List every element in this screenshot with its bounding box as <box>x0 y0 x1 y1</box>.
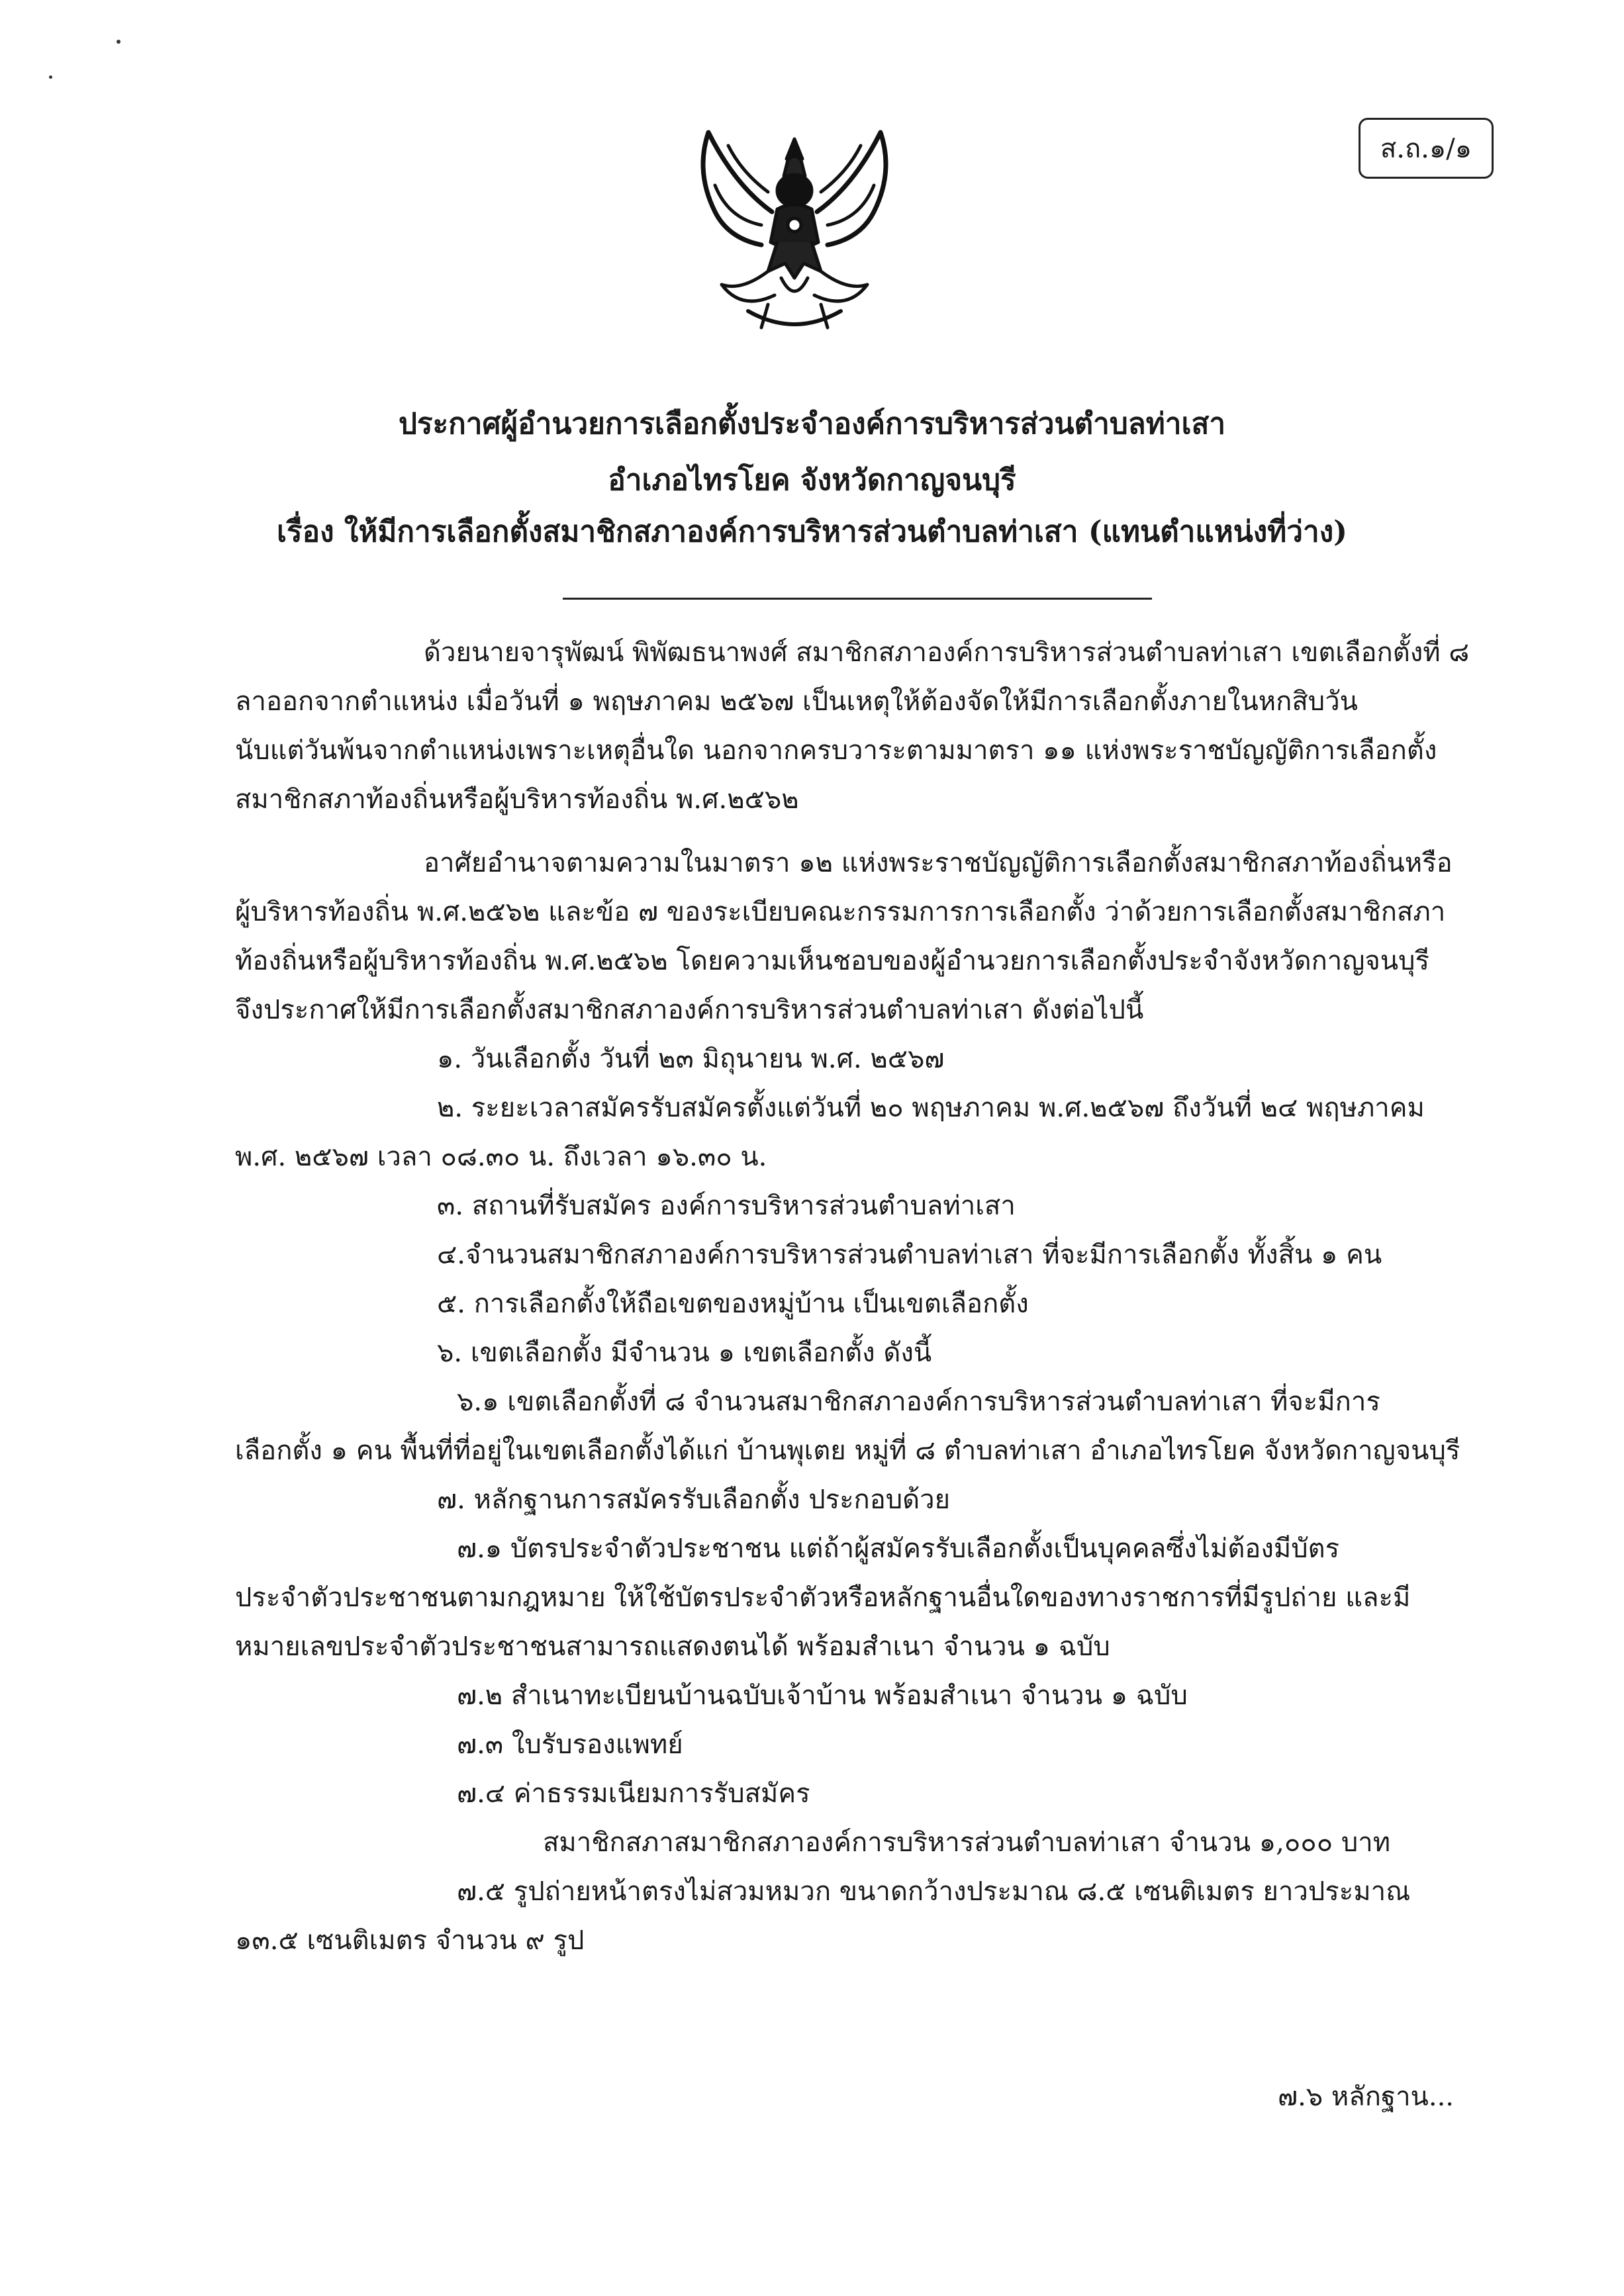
item-constituency-rule: ๕. การเลือกตั้งให้ถือเขตของหมู่บ้าน เป็นเขตเลือกตั้ง <box>437 1289 1029 1319</box>
item-application-period: ๒. ระยะเวลาสมัครรับสมัครตั้งแต่วันที่ ๒๐ พฤษภาคม พ.ศ.๒๕๖๗ ถึงวันที่ ๒๔ พฤษภาคม <box>437 1093 1425 1123</box>
heading-divider <box>563 598 1152 600</box>
item-medical-certificate: ๗.๓ ใบรับรองแพทย์ <box>457 1729 683 1760</box>
para1-line: ลาออกจากตำแหน่ง เมื่อวันที่ ๑ พฤษภาคม ๒๕๖๗ เป็นเหตุให้ต้องจัดให้มีการเลือกตั้งภายในหกสิบวัน <box>235 686 1358 717</box>
item-constituency-8: ๖.๑ เขตเลือกตั้งที่ ๘ จำนวนสมาชิกสภาองค์การบริหารส่วนตำบลท่าเสา ที่จะมีการ <box>457 1387 1380 1417</box>
para2-line: อาศัยอำนาจตามความในมาตรา ๑๒ แห่งพระราชบัญญัติการเลือกตั้งสมาชิกสภาท้องถิ่นหรือ <box>424 848 1453 878</box>
item-photo-cont: ๑๓.๕ เซนติเมตร จำนวน ๙ รูป <box>235 1925 585 1956</box>
item-constituency-count: ๖. เขตเลือกตั้ง มีจำนวน ๑ เขตเลือกตั้ง ดังนี้ <box>437 1338 932 1368</box>
item-fee: ๗.๔ ค่าธรรมเนียมการรับสมัคร <box>457 1778 810 1809</box>
item-id-card-cont: ประจำตัวประชาชนตามกฎหมาย ให้ใช้บัตรประจำตัวหรือหลักฐานอื่นใดของทางราชการที่มีรูปถ่าย และมี <box>235 1583 1411 1613</box>
para1-line: สมาชิกสภาท้องถิ่นหรือผู้บริหารท้องถิ่น พ.ศ.๒๕๖๒ <box>235 784 799 815</box>
para1-line: ด้วยนายจารุพัฒน์ พิพัฒธนาพงศ์ สมาชิกสภาองค์การบริหารส่วนตำบลท่าเสา เขตเลือกตั้งที่ ๘ <box>424 637 1470 668</box>
item-id-card: ๗.๑ บัตรประจำตัวประชาชน แต่ถ้าผู้สมัครรับเลือกตั้งเป็นบุคคลซึ่งไม่ต้องมีบัตร <box>457 1534 1340 1564</box>
item-constituency-8-cont: เลือกตั้ง ๑ คน พื้นที่ที่อยู่ในเขตเลือกตั้งได้แก่ บ้านพุเตย หมู่ที่ ๘ ตำบลท่าเสา อำเภอไทรโยค จังหวัดกาญจนบุรี <box>235 1436 1460 1466</box>
item-photo: ๗.๕ รูปถ่ายหน้าตรงไม่สวมหมวก ขนาดกว้างประมาณ ๘.๕ เซนติเมตร ยาวประมาณ <box>457 1876 1411 1907</box>
item-application-place: ๓. สถานที่รับสมัคร องค์การบริหารส่วนตำบลท่าเสา <box>437 1191 1016 1221</box>
item-member-count: ๔.จำนวนสมาชิกสภาองค์การบริหารส่วนตำบลท่าเสา ที่จะมีการเลือกตั้ง ทั้งสิ้น ๑ คน <box>437 1240 1382 1270</box>
scan-speck <box>49 75 52 79</box>
item-application-period-cont: พ.ศ. ๒๕๖๗ เวลา ๐๘.๓๐ น. ถึงเวลา ๑๖.๓๐ น. <box>235 1142 767 1172</box>
garuda-emblem-icon <box>669 113 920 344</box>
item-fee-amount: สมาชิกสภาสมาชิกสภาองค์การบริหารส่วนตำบลท่าเสา จำนวน ๑,๐๐๐ บาท <box>543 1827 1391 1858</box>
para1-line: นับแต่วันพ้นจากตำแหน่งเพราะเหตุอื่นใด นอกจากครบวาระตามมาตรา ๑๑ แห่งพระราชบัญญัติการเลือกตั้ง <box>235 735 1437 766</box>
item-election-date: ๑. วันเลือกตั้ง วันที่ ๒๓ มิถุนายน พ.ศ. ๒๕๖๗ <box>437 1044 945 1074</box>
item-evidence: ๗. หลักฐานการสมัครรับเลือกตั้ง ประกอบด้วย <box>437 1485 951 1515</box>
form-code: ส.ถ.๑/๑ <box>1380 134 1472 164</box>
para2-line: จึงประกาศให้มีการเลือกตั้งสมาชิกสภาองค์การบริหารส่วนตำบลท่าเสา ดังต่อไปนี้ <box>235 995 1144 1025</box>
heading-subject: เรื่อง ให้มีการเลือกตั้งสมาชิกสภาองค์การบริหารส่วนตำบลท่าเสา (แทนตำแหน่งที่ว่าง) <box>277 515 1347 549</box>
para2-line: ท้องถิ่นหรือผู้บริหารท้องถิ่น พ.ศ.๒๕๖๒ โดยความเห็นชอบของผู้อำนวยการเลือกตั้งประจำจังหวัดกาญจนบุรี <box>235 946 1429 976</box>
scan-speck <box>117 40 120 44</box>
continuation-marker: ๗.๖ หลักฐาน... <box>1278 2082 1455 2112</box>
heading-line-2: อำเภอไทรโยค จังหวัดกาญจนบุรี <box>608 463 1016 497</box>
item-id-card-cont: หมายเลขประจำตัวประชาชนสามารถแสดงตนได้ พร้อมสำเนา จำนวน ๑ ฉบับ <box>235 1631 1110 1662</box>
para2-line: ผู้บริหารท้องถิ่น พ.ศ.๒๕๖๒ และข้อ ๗ ของระเบียบคณะกรรมการการเลือกตั้ง ว่าด้วยการเลือกตั้งสมาชิกสภา <box>235 897 1446 927</box>
form-code-box <box>1359 118 1494 179</box>
heading-line-1: ประกาศผู้อำนวยการเลือกตั้งประจำองค์การบริหารส่วนตำบลท่าเสา <box>398 407 1226 441</box>
item-house-registration: ๗.๒ สำเนาทะเบียนบ้านฉบับเจ้าบ้าน พร้อมสำเนา จำนวน ๑ ฉบับ <box>457 1680 1188 1711</box>
